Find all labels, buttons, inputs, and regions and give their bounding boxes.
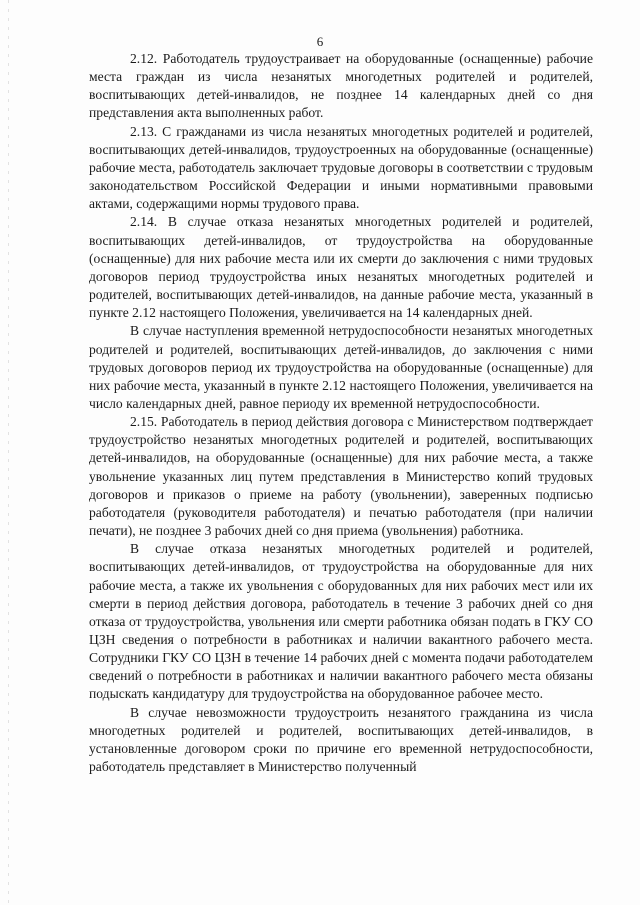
paragraph-2-15-refusal: В случае отказа незанятых многодетных родителей и родителей, воспитывающих детей-инвалидов, от трудоустройства на оборудованные для них рабочие места, а также их увольнения с оборудованных для них рабочих мест или их смерти в период действия договора, работодатель в течение 3 рабочих дней со дня отказа от трудоустройства, увольнения или смерти работника обязан подать в ГКУ СО ЦЗН сведения о потребности в работниках и наличии вакантного рабочего места. Сотрудники ГКУ СО ЦЗН в течение 14 рабочих дней с момента подачи работодателем сведений о потребности в работниках и наличии вакантного рабочего места обязаны подыскать кандидатуру для трудоустройства на оборудованное рабочее место. — [89, 541, 593, 702]
page-number: 6 — [316, 34, 324, 49]
paragraph-2-15: 2.15. Работодатель в период действия договора с Министерством подтверждает трудоустройство незанятых многодетных родителей и родителей, воспитывающих детей-инвалидов, на оборудованные (оснащенные) для них рабочие места, а также увольнение указанных лиц путем представления в Министерство копий трудовых договоров и приказов о приеме на работу (увольнении), заверенных подписью работодателя (руководителя работодателя) и печатью работодателя (при наличии печати), не позднее 3 рабочих дней со дня приема (увольнения) работника. — [89, 414, 593, 539]
paragraph-2-12: 2.12. Работодатель трудоустраивает на оборудованные (оснащенные) рабочие места граждан из числа незанятых многодетных родителей и родителей, воспитывающих детей-инвалидов, не позднее 14 календарных дней со дня представления акта выполненных работ. — [89, 51, 593, 121]
paragraph-2-14-temporary-disability: В случае наступления временной нетрудоспособности незанятых многодетных родителей и родителей, воспитывающих детей-инвалидов, до заключения с ними трудовых договоров период их трудоустройства на оборудованные (оснащенные) для них рабочие места, указанный в пункте 2.12 настоящего Положения, увеличивается на число календарных дней, равное периоду их временной нетрудоспособности. — [89, 323, 593, 411]
paragraph-2-13: 2.13. С гражданами из числа незанятых многодетных родителей и родителей, воспитывающих детей-инвалидов, трудоустроенных на оборудованные (оснащенные) рабочие места, работодатель заключает трудовые договоры в соответствии с трудовым законодательством Российской Федерации и иными нормативными правовыми актами, содержащими нормы трудового права. — [89, 123, 593, 212]
paragraph-2-15-impossibility: В случае невозможности трудоустроить незанятого гражданина из числа многодетных родителей и родителей, воспитывающих детей-инвалидов, в установленные договором сроки по причине его временной нетрудоспособности, работодатель представляет в Министерство полученный — [89, 704, 593, 775]
scan-edge-decoration — [8, 0, 9, 905]
paragraph-2-14: 2.14. В случае отказа незанятых многодетных родителей и родителей, воспитывающих детей-инвалидов, от трудоустройства на оборудованные (оснащенные) для них рабочие места или их смерти до заключения с ними трудовых договоров период трудоустройства иных незанятых многодетных родителей и родителей, воспитывающих детей-инвалидов, на данные рабочие места, указанный в пункте 2.12 настоящего Положения, увеличивается на 14 календарных дней. — [89, 214, 593, 321]
document-body — [89, 50, 593, 776]
